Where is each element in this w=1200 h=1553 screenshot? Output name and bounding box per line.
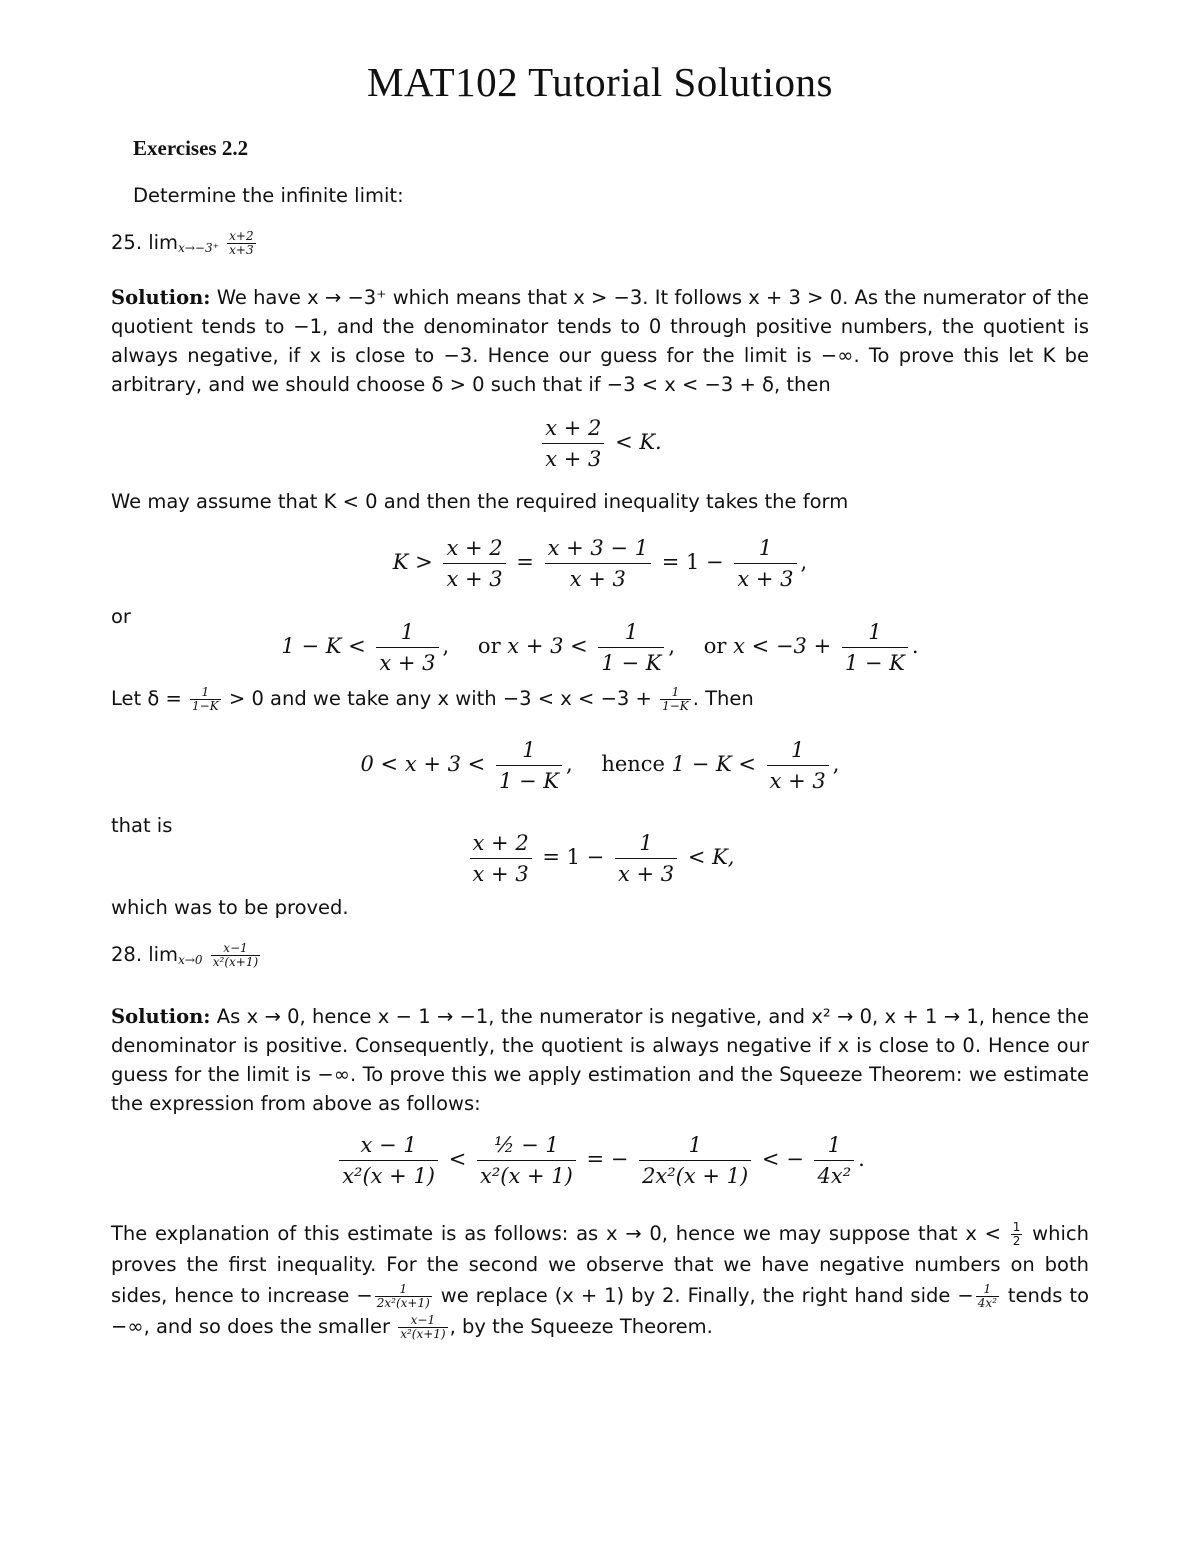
equals-sign: = (516, 550, 534, 574)
equation-part: 1 − K < (281, 634, 366, 658)
equation-part: x < −3 + (733, 634, 832, 658)
equation-fraction (477, 1130, 576, 1191)
inline-fraction (375, 1283, 432, 1310)
fraction-numerator: 1 (615, 828, 677, 859)
equation-fraction (734, 533, 796, 594)
problem-number: 25. (111, 231, 143, 254)
section-heading: Exercises 2.2 (133, 136, 249, 160)
fraction-numerator: 1 (375, 1283, 432, 1297)
equation-6 (0, 1130, 1200, 1191)
limit-operator: lim (148, 231, 179, 254)
text-part: which proves the first inequality. For the second we observe that we have negative numbers on both sides, hence to increase − (111, 1222, 1089, 1307)
text-part: The explanation of this estimate is as follows: as x → 0, hence we may suppose that x < (111, 1222, 1001, 1245)
limit-subscript: x→−3⁺ (178, 241, 219, 255)
instruction-text: Determine the infinite limit: (133, 184, 404, 207)
equation-fraction (545, 533, 651, 594)
fraction-denominator: x+3 (229, 243, 254, 257)
problem-fraction (227, 230, 255, 257)
problem-fraction (211, 942, 260, 969)
equation-middle: = 1 − (542, 845, 605, 869)
fraction-numerator: 1 (496, 735, 562, 766)
fraction-denominator: 2x²(x+1) (376, 1296, 430, 1310)
inline-fraction (398, 1314, 447, 1341)
limit-subscript: x→0 (178, 953, 203, 967)
page-title: MAT102 Tutorial Solutions (367, 59, 833, 105)
equation-fraction (496, 735, 562, 796)
fraction-denominator: 4x² (817, 1164, 852, 1188)
inline-fraction (660, 686, 691, 713)
problem-25 (111, 230, 258, 257)
inline-fraction (1011, 1221, 1023, 1248)
fraction-denominator: x + 3 (769, 769, 826, 793)
fraction-numerator: 1 (734, 533, 796, 564)
fraction-numerator: x−1 (211, 942, 260, 956)
fraction-denominator: 1 − K (498, 769, 559, 793)
fraction-numerator: 1 (376, 617, 438, 648)
fraction-numerator: x − 1 (339, 1130, 438, 1161)
equation-end: . (911, 634, 919, 658)
equation-3 (0, 617, 1200, 678)
text-part: . Then (692, 687, 754, 710)
or-word: or (703, 634, 727, 658)
assume-text: We may assume that K < 0 and then the required inequality takes the form (111, 490, 849, 513)
fraction-numerator: 1 (767, 735, 829, 766)
text-part: we replace (x + 1) by 2. Finally, the right hand side − (440, 1284, 974, 1307)
that-is-text: that is (111, 814, 173, 837)
problem-number: 28. (111, 943, 143, 966)
fraction-denominator: 1−K (662, 699, 689, 713)
fraction-denominator: x + 3 (446, 567, 503, 591)
fraction-denominator: x²(x+1) (400, 1327, 446, 1341)
fraction-denominator: 1 − K (844, 651, 905, 675)
equation-fraction (639, 1130, 751, 1191)
equation-fraction (814, 1130, 854, 1191)
solution-label: Solution: (111, 286, 211, 309)
fraction-denominator: 2 (1012, 1234, 1021, 1248)
equation-fraction (615, 828, 677, 889)
equation-lhs: K > (392, 550, 433, 574)
text-part: Let δ = (111, 687, 182, 710)
text-part: tends to −∞, and so does the smaller (111, 1284, 1089, 1338)
equation-part: 1 − K < (671, 752, 756, 776)
inline-fraction (190, 686, 221, 713)
equation-1 (0, 413, 1200, 474)
fraction-numerator: 1 (814, 1130, 854, 1161)
less-than-sign: < (448, 1147, 467, 1171)
explanation-paragraph (111, 1218, 1089, 1342)
inline-fraction (976, 1283, 999, 1310)
fraction-denominator: x²(x + 1) (480, 1164, 573, 1188)
let-delta-line (111, 686, 754, 713)
limit-operator: lim (148, 943, 179, 966)
fraction-denominator: 4x² (977, 1296, 997, 1310)
equation-end: . (858, 1147, 865, 1171)
text-part: , by the Squeeze Theorem. (449, 1315, 713, 1338)
separator: , (565, 752, 573, 776)
problem-28 (111, 942, 262, 969)
fraction-denominator: x + 3 (545, 447, 602, 471)
equation-fraction (598, 617, 664, 678)
equation-4 (0, 735, 1200, 796)
fraction-denominator: x + 3 (617, 862, 675, 886)
separator: , (442, 634, 450, 658)
equation-fraction (443, 533, 505, 594)
fraction-numerator: 1 (976, 1283, 999, 1297)
equation-5 (0, 828, 1200, 889)
solution-label: Solution: (111, 1005, 211, 1028)
fraction-numerator: x−1 (398, 1314, 447, 1328)
equation-end: < K, (687, 845, 735, 869)
fraction-numerator: 1 (598, 617, 664, 648)
hence-word: hence (601, 752, 665, 776)
equation-middle: = 1 − (661, 550, 724, 574)
fraction-numerator: 1 (1012, 1220, 1021, 1234)
fraction-numerator: ½ − 1 (477, 1130, 576, 1161)
fraction-denominator: x + 3 (737, 567, 794, 591)
fraction-numerator: x + 2 (542, 413, 604, 444)
equation-fraction (376, 617, 438, 678)
proved-text: which was to be proved. (111, 896, 349, 919)
fraction-numerator: 1 (842, 617, 908, 648)
equation-fraction (339, 1130, 438, 1191)
equation-fraction (470, 828, 532, 889)
fraction-denominator: x²(x + 1) (342, 1164, 436, 1188)
separator: , (668, 634, 676, 658)
equation-part: x + 3 < (507, 634, 588, 658)
fraction-denominator: x²(x+1) (212, 955, 259, 969)
fraction-numerator: x + 2 (470, 828, 532, 859)
less-than-sign: < − (761, 1147, 804, 1171)
or-text: or (111, 605, 131, 628)
fraction-numerator: x + 2 (443, 533, 505, 564)
text-part: > 0 and we take any x with −3 < x < −3 + (228, 687, 652, 710)
fraction-numerator: x + 3 − 1 (545, 533, 651, 564)
fraction-numerator: 1 (660, 686, 691, 700)
equals-sign: = − (586, 1147, 629, 1171)
equation-end: , (832, 752, 840, 776)
or-word: or (477, 634, 501, 658)
solution-text: As x → 0, hence x − 1 → −1, the numerator is negative, and x² → 0, x + 1 → 1, hence the denominator is positive. Consequently, the quotient is always negative if x is close to 0. Hence our guess for the limit is −∞. To prove this we apply estimation and the Squeeze Theorem: we estimate the expression from above as follows: (111, 1005, 1090, 1115)
fraction-denominator: x + 3 (379, 651, 436, 675)
fraction-numerator: 1 (190, 686, 221, 700)
fraction-denominator: x + 3 (472, 862, 529, 886)
solution-25-paragraph (111, 283, 1089, 399)
fraction-denominator: 1 − K (601, 651, 662, 675)
fraction-denominator: x + 3 (569, 567, 626, 591)
equation-fraction (842, 617, 908, 678)
fraction-numerator: 1 (639, 1130, 751, 1161)
fraction-denominator: 1−K (192, 699, 219, 713)
equation-fraction (767, 735, 829, 796)
equation-rhs: < K. (615, 430, 662, 454)
equation-part: 0 < x + 3 < (360, 752, 486, 776)
solution-text: We have x → −3⁺ which means that x > −3. It follows x + 3 > 0. As the numerator of the quotient tends to −1, and the denominator tends to 0 through positive numbers, the quotient is always negative, if x is close to −3. Hence our guess for the limit is −∞. To prove this let K be arbitrary, and we should choose δ > 0 such that if −3 < x < −3 + δ, then (111, 286, 1089, 396)
fraction-denominator: 2x²(x + 1) (642, 1164, 749, 1188)
equation-fraction (542, 413, 604, 474)
equation-end: , (800, 550, 808, 574)
solution-28-paragraph (111, 1002, 1089, 1118)
equation-2 (0, 533, 1200, 594)
fraction-numerator: x+2 (229, 229, 254, 243)
